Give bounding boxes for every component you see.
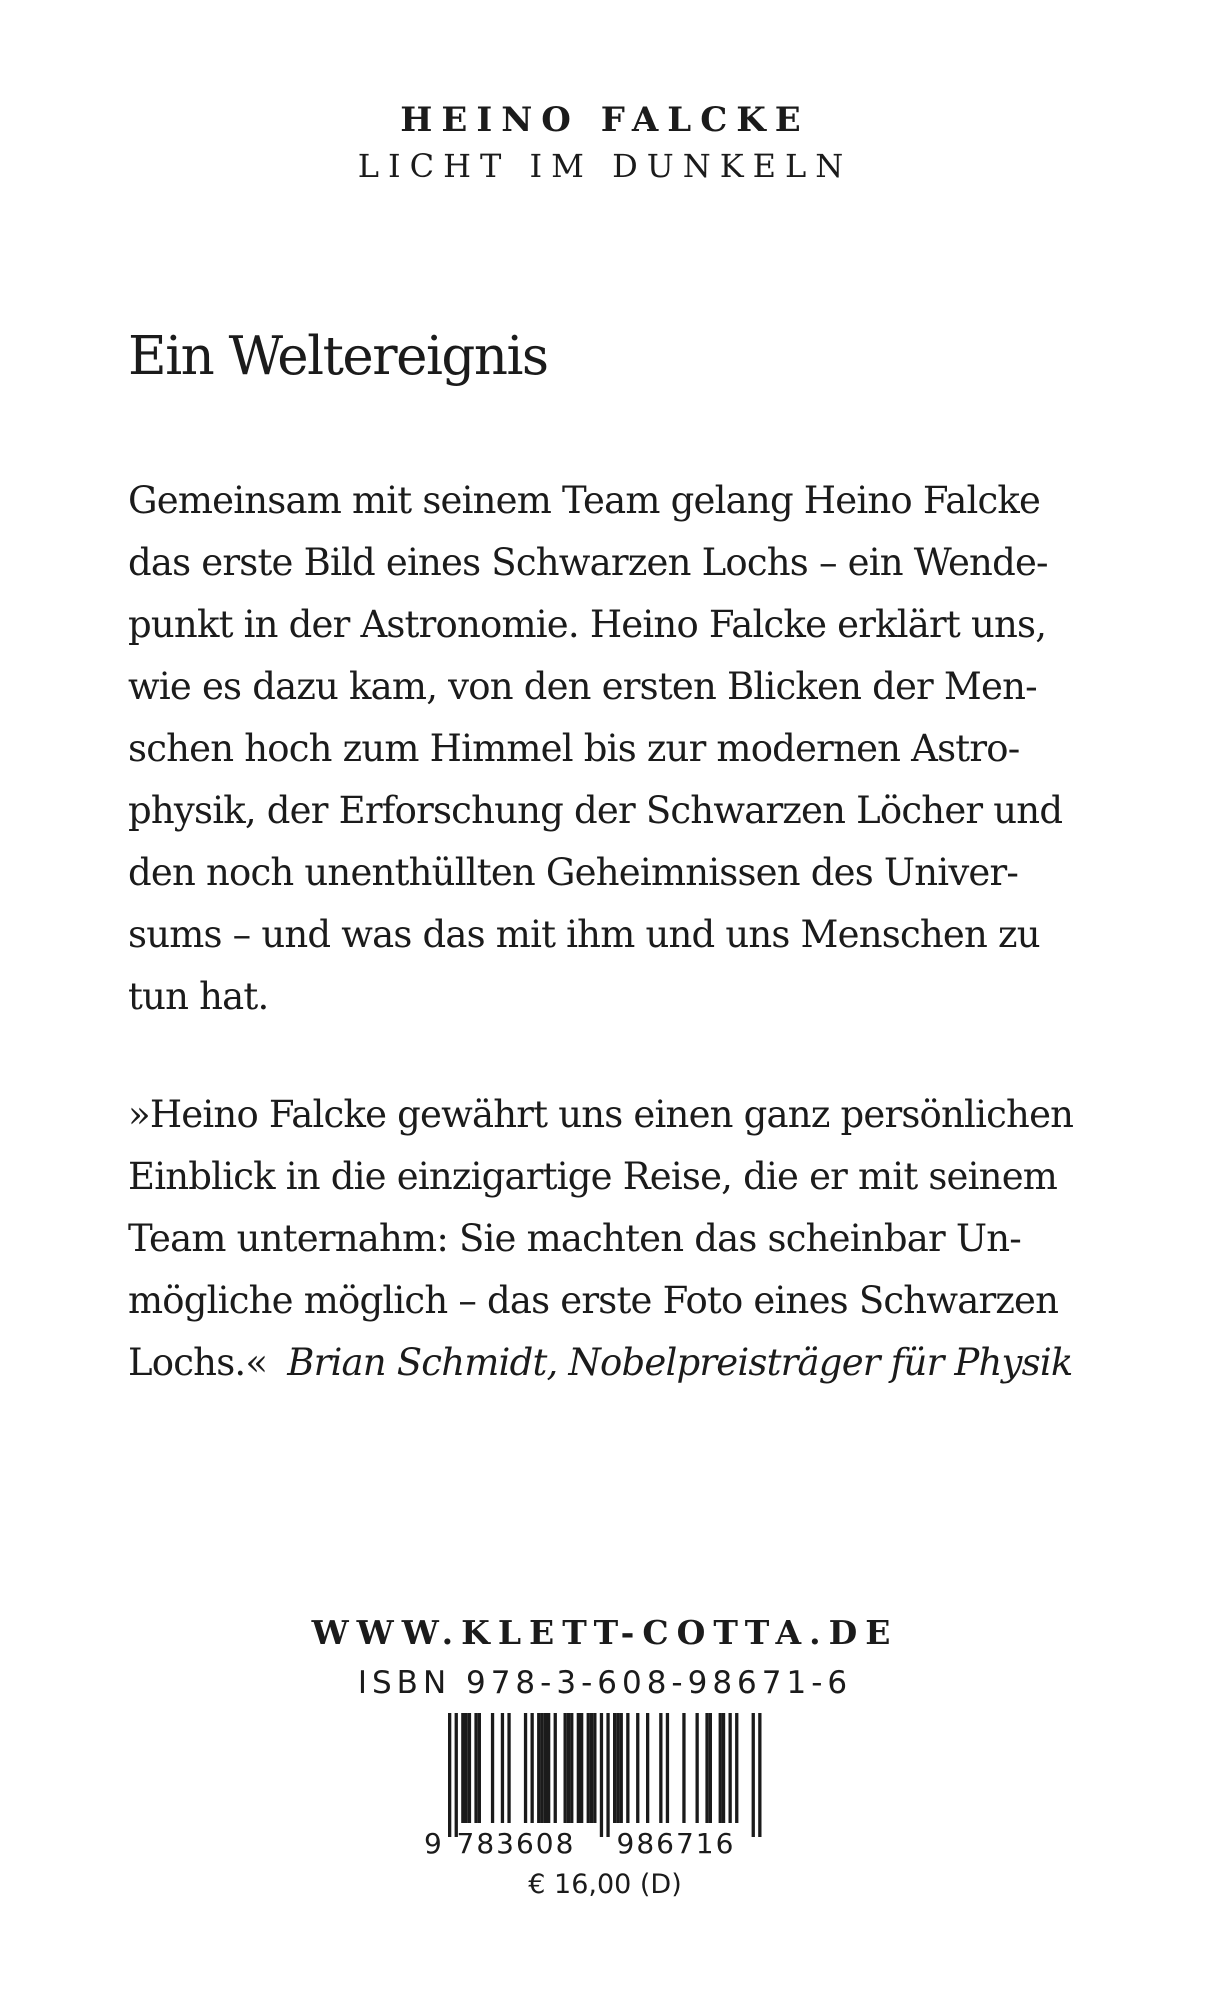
barcode-bar bbox=[636, 1713, 639, 1823]
barcode-bar bbox=[468, 1713, 471, 1823]
barcode-bar bbox=[501, 1713, 504, 1823]
barcode-left-digits: 783608 bbox=[456, 1827, 576, 1859]
barcode-bar bbox=[474, 1713, 477, 1823]
barcode-bar bbox=[735, 1713, 738, 1823]
barcode-bar bbox=[540, 1713, 543, 1823]
quote-attribution: Brian Schmidt, Nobelpreisträger für Physik bbox=[287, 1341, 1073, 1384]
barcode-bar bbox=[491, 1713, 494, 1823]
barcode-bar bbox=[758, 1713, 761, 1837]
barcode-bar bbox=[544, 1713, 547, 1823]
barcode-bar bbox=[587, 1713, 590, 1823]
barcode-bar bbox=[696, 1713, 699, 1823]
ean-barcode bbox=[420, 1713, 792, 1859]
barcode-bar bbox=[580, 1713, 583, 1823]
description-line: Gemeinsam mit seinem Team gelang Heino Falcke bbox=[128, 479, 1041, 522]
description-line: schen hoch zum Himmel bis zur modernen Astro- bbox=[128, 727, 1020, 770]
publisher-website: WWW.KLETT-COTTA.DE bbox=[311, 1613, 899, 1652]
isbn-number: ISBN 978-3-608-98671-6 bbox=[357, 1665, 853, 1701]
barcode-right-digits: 986716 bbox=[616, 1827, 736, 1859]
quote-line: Lochs.« bbox=[128, 1341, 268, 1384]
author-name: HEINO FALCKE bbox=[400, 100, 810, 140]
barcode-bar bbox=[719, 1713, 722, 1823]
barcode-bar bbox=[554, 1713, 557, 1823]
barcode-bar bbox=[507, 1713, 510, 1823]
barcode-bar bbox=[626, 1713, 629, 1823]
barcode-bar bbox=[616, 1713, 619, 1823]
quote-last-line bbox=[128, 1332, 1088, 1394]
barcode-bar bbox=[461, 1713, 464, 1823]
quote-line: Einblick in die einzigartige Reise, die er mit seinem bbox=[128, 1155, 1058, 1198]
barcode-bar bbox=[600, 1713, 603, 1837]
barcode-bar bbox=[659, 1713, 662, 1823]
barcode-bar bbox=[547, 1713, 550, 1823]
review-quote bbox=[128, 1084, 1088, 1394]
barcode-bar bbox=[455, 1713, 458, 1837]
barcode-bar bbox=[564, 1713, 567, 1823]
barcode-bar bbox=[465, 1713, 468, 1823]
barcode-bar bbox=[590, 1713, 593, 1823]
barcode-icon bbox=[420, 1713, 792, 1859]
barcode-bar bbox=[524, 1713, 527, 1823]
publisher-info bbox=[0, 1610, 1210, 1706]
barcode-bar bbox=[613, 1713, 616, 1823]
barcode-bar bbox=[729, 1713, 732, 1823]
barcode-bar bbox=[531, 1713, 534, 1823]
barcode-bar bbox=[709, 1713, 712, 1823]
description-line: physik, der Erforschung der Schwarzen Löcher und bbox=[128, 789, 1063, 832]
price-label: € 16,00 (D) bbox=[528, 1869, 682, 1900]
barcode-bar bbox=[593, 1713, 596, 1823]
quote-line: mögliche möglich – das erste Foto eines Schwarzen bbox=[128, 1279, 1059, 1322]
barcode-bar bbox=[537, 1713, 540, 1823]
description-line: sums – und was das mit ihm und uns Menschen zu bbox=[128, 913, 1040, 956]
barcode-bar bbox=[567, 1713, 570, 1823]
description-line: tun hat. bbox=[128, 975, 269, 1018]
barcode-bar bbox=[722, 1713, 725, 1823]
cover-header bbox=[0, 98, 1210, 188]
description-line: punkt in der Astronomie. Heino Falcke erklärt uns, bbox=[128, 603, 1047, 646]
barcode-bar bbox=[448, 1713, 451, 1837]
barcode-bar bbox=[478, 1713, 481, 1823]
barcode-bar bbox=[705, 1713, 708, 1823]
barcode-bar bbox=[752, 1713, 755, 1837]
barcode-bar bbox=[682, 1713, 685, 1823]
barcode-bar bbox=[620, 1713, 623, 1823]
description bbox=[128, 470, 1088, 1028]
quote-line: »Heino Falcke gewährt uns einen ganz persönlichen bbox=[128, 1093, 1074, 1136]
description-line: den noch unenthüllten Geheimnissen des Univer- bbox=[128, 851, 1019, 894]
description-line: das erste Bild eines Schwarzen Lochs – ein Wende- bbox=[128, 541, 1048, 584]
barcode-bar bbox=[577, 1713, 580, 1823]
headline: Ein Weltereignis bbox=[128, 326, 548, 387]
barcode-bar bbox=[606, 1713, 609, 1837]
barcode-bar bbox=[646, 1713, 649, 1823]
quote-line: Team unternahm: Sie machten das scheinbar Un- bbox=[128, 1217, 1021, 1260]
barcode-bar bbox=[570, 1713, 573, 1823]
barcode-bar bbox=[666, 1713, 669, 1823]
description-line: wie es dazu kam, von den ersten Blicken der Men- bbox=[128, 665, 1037, 708]
barcode-lead-digit: 9 bbox=[424, 1827, 442, 1859]
book-title: LICHT IM DUNKELN bbox=[357, 147, 853, 185]
